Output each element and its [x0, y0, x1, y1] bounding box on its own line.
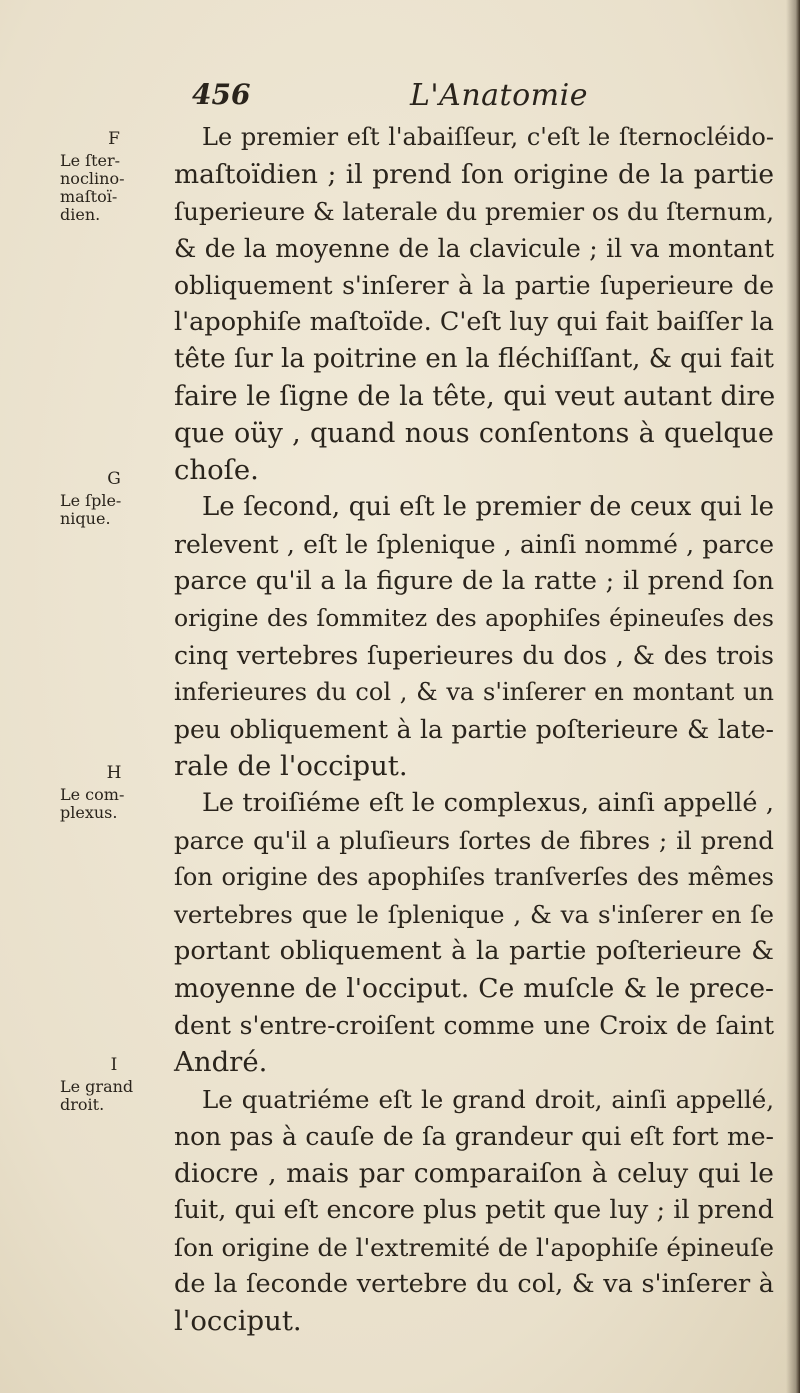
margin-note-line: Le grand: [60, 1077, 134, 1096]
running-title: L'Anatomie: [410, 78, 588, 113]
text-line: ſuit, qui eſt encore plus petit que luy ; il prend: [174, 1195, 774, 1225]
margin-note-line: plexus.: [60, 803, 118, 822]
page-number: 456: [192, 78, 251, 111]
margin-note-line: Le com-: [60, 785, 125, 804]
body-text: [174, 119, 774, 1340]
margin-note-line: noclino-: [60, 169, 125, 188]
text-line: faire le ſigne de la tête, qui veut autant dire: [174, 381, 776, 412]
margin-mark: I: [110, 1055, 118, 1075]
margin-mark: H: [106, 763, 122, 783]
text-line: origine des ſommitez des apophiſes épineuſes des: [174, 604, 774, 632]
text-line: non pas à cauſe de ſa grandeur qui eſt fort me-: [174, 1122, 774, 1151]
text-line: rale de l'occiput.: [174, 750, 408, 782]
text-line: obliquement s'inſerer à la partie ſuperieure de: [174, 271, 774, 300]
text-line: Le premier eſt l'abaiſſeur, c'eſt le ſternocléido-: [202, 123, 774, 151]
margin-note-sternocleido: [60, 130, 170, 224]
margin-note-line: dien.: [60, 205, 101, 224]
text-line: ſuperieure & laterale du premier os du ſternum,: [174, 197, 774, 226]
text-line: Le ſecond, qui eſt le premier de ceux qui le: [202, 492, 774, 522]
paragraph-complexus: [174, 785, 774, 1081]
margin-note-complexus: [60, 764, 170, 822]
margin-note-grand-droit: [60, 1056, 170, 1114]
text-line: que oüy , quand nous conſentons à quelque: [174, 418, 774, 449]
margin-mark: G: [107, 469, 121, 489]
text-line: vertebres que le ſplenique , & va s'inſerer en ſe: [174, 900, 774, 929]
text-line: ſon origine de l'extremité de l'apophiſe épineuſe: [174, 1233, 774, 1262]
text-line: tête ſur la poitrine en la fléchiſſant, & qui fait: [174, 344, 774, 374]
text-line: choſe.: [174, 454, 259, 486]
text-line: André.: [174, 1046, 268, 1078]
text-line: maſtoïdien ; il prend ſon origine de la partie: [174, 159, 774, 190]
text-line: Le quatriéme eſt le grand droit, ainſi appellé,: [202, 1085, 774, 1114]
text-line: parce qu'il a la figure de la ratte ; il prend ſon: [174, 566, 774, 596]
paragraph-grand-droit: [174, 1081, 774, 1340]
text-line: de la ſeconde vertebre du col, & va s'inſerer à: [174, 1269, 774, 1299]
margin-note-line: nique.: [60, 509, 111, 528]
text-line: l'apophiſe maſtoïde. C'eſt luy qui fait baiſſer la: [174, 307, 774, 337]
text-line: moyenne de l'occiput. Ce muſcle & le prece-: [174, 973, 774, 1004]
text-line: portant obliquement à la partie poſterieure &: [174, 936, 774, 966]
text-line: & de la moyenne de la clavicule ; il va montant: [174, 234, 774, 263]
page-header: [0, 76, 800, 116]
text-line: peu obliquement à la partie poſterieure & late-: [174, 715, 774, 744]
page-binding-edge: [786, 0, 800, 1393]
text-line: diocre , mais par comparaiſon à celuy qui le: [174, 1158, 774, 1189]
paragraph-splenique: [174, 489, 774, 785]
text-line: parce qu'il a pluſieurs ſortes de fibres ; il prend: [174, 826, 774, 855]
margin-note-line: droit.: [60, 1095, 105, 1114]
margin-note-line: Le ſple-: [60, 491, 122, 510]
margin-mark: F: [108, 129, 120, 149]
paragraph-abaisseur: [174, 119, 774, 489]
margin-note-splenique: [60, 470, 170, 528]
text-line: ſon origine des apophiſes tranſverſes des mêmes: [174, 863, 774, 891]
text-line: l'occiput.: [174, 1305, 302, 1337]
margin-note-line: Le ſter-: [60, 151, 121, 170]
text-line: dent s'entre-croiſent comme une Croix de ſaint: [174, 1011, 774, 1040]
margin-note-line: maſtoï-: [60, 187, 118, 206]
text-line: cinq vertebres ſuperieures du dos , & des trois: [174, 641, 774, 670]
text-line: Le troiſiéme eſt le complexus, ainſi appellé ,: [202, 788, 774, 818]
text-line: relevent , eſt le ſplenique , ainſi nommé , parce: [174, 530, 774, 559]
text-line: inferieures du col , & va s'inſerer en montant un: [174, 678, 774, 706]
